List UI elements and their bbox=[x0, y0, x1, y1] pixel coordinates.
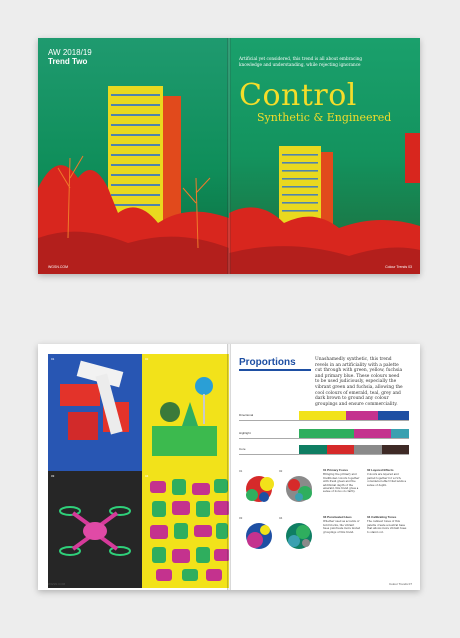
row-divider bbox=[239, 454, 409, 455]
row-label-highlight: Highlight bbox=[239, 431, 251, 435]
column-punctuated-hues bbox=[323, 516, 361, 534]
proportions-spread bbox=[38, 344, 420, 590]
column-text: Bringing the primary and traditional colours together with fresh green and the additional depth of the emerald, this trend gives a sense of focus on clarity. bbox=[323, 473, 360, 494]
column-heading: 03 Punctuated Hues bbox=[323, 515, 352, 519]
folio-left: WGSN.COM bbox=[48, 582, 66, 586]
core-swatches bbox=[299, 445, 409, 454]
photo-pink-drone bbox=[48, 471, 142, 588]
proportions-body: Unashamedly synthetic, this trend revels in an artificiality with a palette cut through with green, yellow, fuchsia and primary blue. These colours need to be used judiciously, especially the vibrant green and fuchsia, allowing the cool colours of emerald, teal, grey and dark brown to ground any colour groupings and ensure commerciality. bbox=[315, 357, 403, 407]
combo-number: 03 bbox=[239, 516, 243, 520]
row-divider bbox=[239, 420, 409, 421]
photo-grid-page bbox=[38, 344, 229, 590]
photo-number: 04 bbox=[145, 474, 149, 478]
photo-number: 03 bbox=[51, 474, 55, 478]
photo-mosaic bbox=[142, 471, 229, 588]
tower-block-photo bbox=[38, 38, 229, 274]
cover-right-page bbox=[229, 38, 420, 274]
photo-red-blocks bbox=[48, 354, 142, 471]
folio-right: Colour Trends 03 bbox=[385, 265, 412, 269]
spread-gutter bbox=[227, 344, 231, 590]
season-label: AW 2018/19 bbox=[48, 48, 92, 57]
trend-label: Trend Two bbox=[48, 57, 88, 66]
second-tower-photo bbox=[229, 38, 420, 274]
combo-punctuated bbox=[239, 516, 281, 556]
trend-subtitle: Synthetic & Engineered bbox=[257, 111, 392, 124]
combo-number: 04 bbox=[279, 516, 283, 520]
column-text: Whether used as accents or bold blocks, the vibrant hues punctuate more muted groupings of this trend. bbox=[323, 520, 361, 534]
combo-calibrating bbox=[279, 516, 321, 556]
column-primary-focus bbox=[323, 469, 361, 494]
directional-swatches bbox=[299, 411, 409, 420]
folio-right: Colour Trends 07 bbox=[388, 582, 412, 586]
column-calibrating-tones bbox=[367, 516, 407, 534]
combo-number: 02 bbox=[279, 469, 283, 473]
combo-number: 01 bbox=[239, 469, 243, 473]
column-heading: 04 Calibrating Tones bbox=[367, 515, 397, 519]
title-underline bbox=[239, 369, 311, 371]
cover-left-page bbox=[38, 38, 229, 274]
proportions-title: Proportions bbox=[239, 357, 296, 368]
photo-number: 02 bbox=[145, 357, 149, 361]
proportions-page bbox=[229, 344, 420, 590]
column-layered-effects bbox=[367, 469, 407, 487]
photo-number: 01 bbox=[51, 357, 55, 361]
trend-spread bbox=[38, 38, 420, 274]
column-heading: 02 Layered Effects bbox=[367, 468, 394, 472]
column-text: Colours are layered and paired together for a rich, considered effect that lends a sense of depth. bbox=[367, 473, 407, 487]
row-divider bbox=[239, 438, 409, 439]
highlight-swatches bbox=[299, 429, 409, 438]
combo-primary bbox=[239, 469, 281, 509]
row-label-directional: Directional bbox=[239, 413, 254, 417]
row-label-core: Core bbox=[239, 447, 246, 451]
trend-intro: Artificial yet considered, this trend is all about embracing knowledge and understanding, while rejecting ignorance bbox=[239, 56, 363, 67]
trend-title: Control bbox=[239, 78, 357, 113]
folio-left: WGSN.COM bbox=[48, 265, 69, 269]
column-text: The calmest tones of this palette create a neutral base that allows more vibrant hues to stand out. bbox=[367, 520, 407, 534]
column-heading: 01 Primary Focus bbox=[323, 468, 349, 472]
spread-gutter bbox=[227, 38, 231, 274]
photo-tree-model bbox=[142, 354, 229, 471]
combo-layered bbox=[279, 469, 321, 509]
